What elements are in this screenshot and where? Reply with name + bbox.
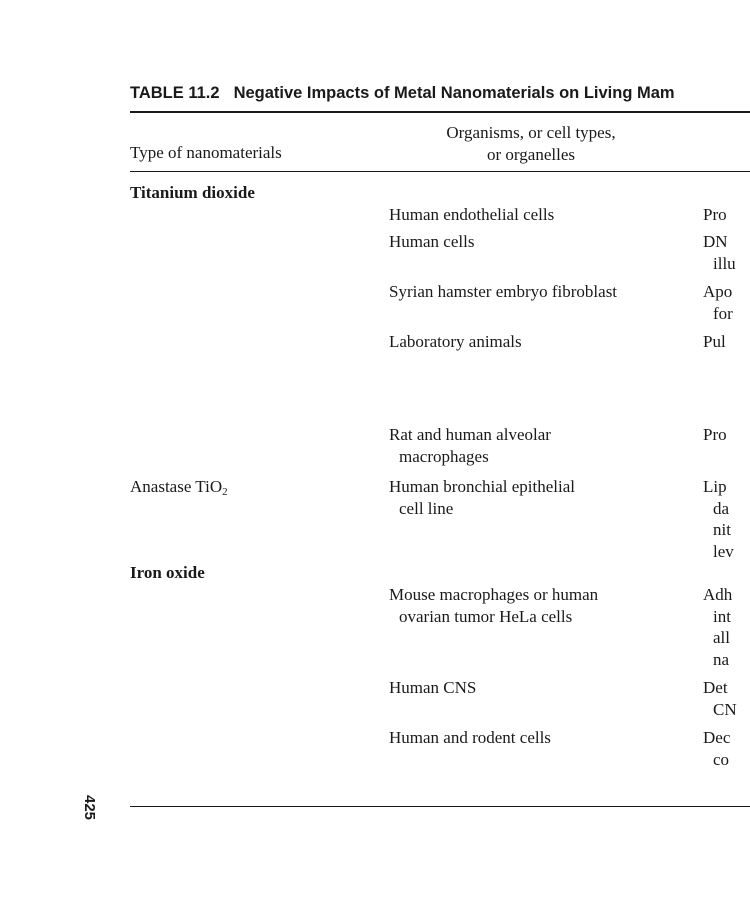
organism-line: Rat and human alveolar (389, 425, 551, 444)
effect-line: all (713, 628, 730, 647)
table-number: TABLE 11.2 (130, 84, 220, 102)
page-number: 425 (81, 795, 98, 821)
table-caption (130, 84, 675, 103)
table-row-organism (389, 476, 575, 519)
effect-line: co (713, 749, 730, 769)
table-title: Negative Impacts of Metal Nanomaterials on Living Mam (233, 84, 675, 102)
column-header-organisms (425, 122, 637, 165)
table-row-organism: Human cells (389, 232, 475, 251)
effect-line: Adh (703, 585, 733, 604)
table-row-organism (389, 424, 551, 467)
table-row-effect (703, 584, 732, 670)
effect-line: CN (713, 699, 737, 719)
table-row-organism: Laboratory animals (389, 332, 522, 351)
table-bottom-rule (130, 806, 750, 807)
effect-line: Lip (703, 477, 727, 496)
anastase-label: Anastase TiO (130, 477, 223, 496)
table-row-effect (703, 281, 733, 324)
effect-line: Dec (703, 728, 731, 747)
organism-line: ovarian tumor HeLa cells (399, 606, 573, 626)
table-row-organism: Syrian hamster embryo fibroblast (389, 282, 618, 301)
effect-line: Apo (703, 282, 733, 301)
table-row-effect (703, 727, 730, 770)
group-heading-iron-oxide: Iron oxide (130, 563, 205, 582)
effect-line: da (713, 498, 730, 518)
table-row-effect: Pul (703, 332, 726, 351)
group-heading-anastase-tio2 (130, 476, 228, 498)
effect-line: for (713, 303, 733, 323)
effect-line: DN (703, 232, 728, 251)
organism-line: Human bronchial epithelial (389, 477, 575, 496)
column-header-organisms-line-1: Organisms, or cell types, (446, 123, 616, 142)
table-row-organism: Human endothelial cells (389, 205, 555, 224)
effect-line: Det (703, 678, 728, 697)
table-row-organism: Human CNS (389, 678, 477, 697)
table-row-effect (703, 231, 736, 274)
table-row-effect (703, 677, 737, 720)
column-header-type: Type of nanomaterials (130, 143, 282, 162)
group-heading-titanium-dioxide: Titanium dioxide (130, 183, 255, 202)
column-header-organisms-line-2: or organelles (487, 144, 575, 164)
table-top-rule (130, 111, 750, 113)
organism-line: cell line (399, 498, 454, 518)
table-row-effect (703, 476, 734, 562)
effect-line: int (713, 606, 731, 626)
table-row-effect: Pro (703, 205, 727, 224)
effect-line: nit (713, 520, 731, 539)
table-row-organism: Human and rodent cells (389, 728, 551, 747)
table-row-organism (389, 584, 598, 627)
effect-line: na (713, 649, 730, 669)
header-rule (130, 171, 750, 172)
effect-line: illu (713, 253, 736, 273)
organism-line: macrophages (399, 446, 489, 466)
anastase-subscript: 2 (222, 486, 228, 498)
table-row-effect: Pro (703, 425, 727, 444)
effect-line: lev (713, 541, 734, 561)
organism-line: Mouse macrophages or human (389, 585, 599, 604)
